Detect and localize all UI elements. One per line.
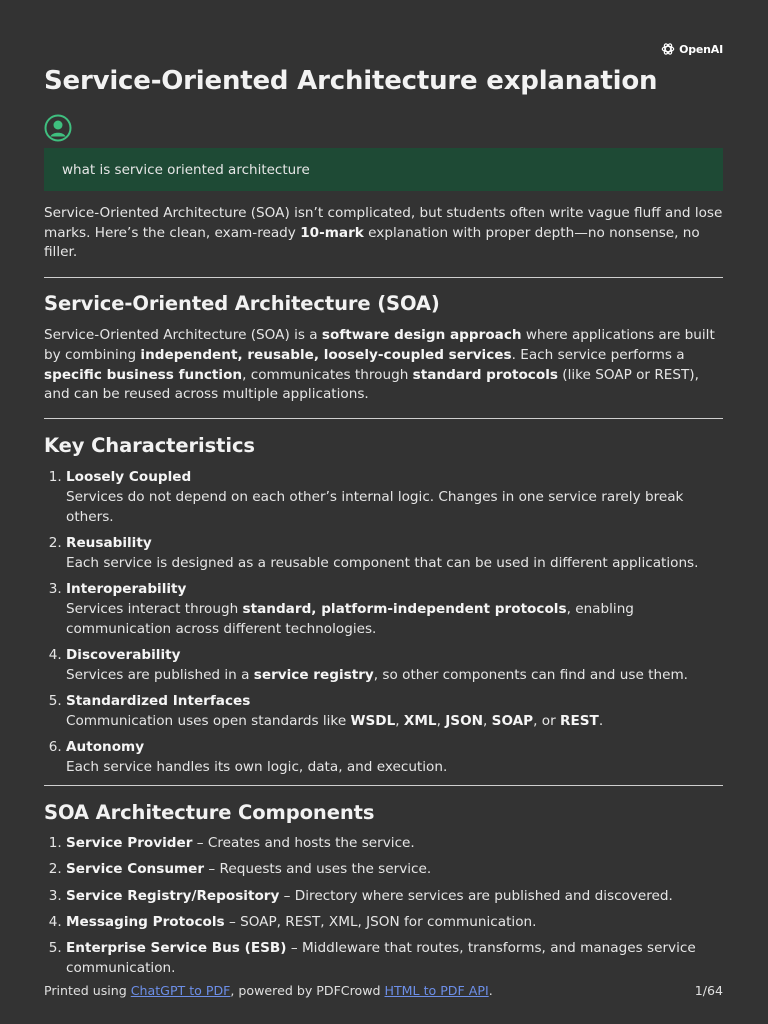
- divider: [44, 277, 723, 278]
- item-title: Interoperability: [66, 581, 187, 598]
- list-item: [66, 534, 723, 573]
- item-bold: XML: [403, 712, 437, 729]
- footer-text: , powered by PDFCrowd: [230, 983, 385, 998]
- intro-text: explanation with proper depth—no nonsense, no filler.: [44, 224, 700, 261]
- item-text: Services interact through: [66, 600, 243, 617]
- print-footer: [44, 983, 723, 998]
- divider: [44, 418, 723, 419]
- item-text: – Requests and uses the service.: [204, 861, 432, 878]
- user-prompt: [44, 148, 723, 191]
- item-title: Messaging Protocols: [66, 913, 225, 930]
- item-bold: JSON: [445, 712, 483, 729]
- list-item: [66, 860, 723, 880]
- intro-paragraph: [44, 204, 723, 263]
- soa-bold: specific business function: [44, 366, 243, 383]
- footer-text: Printed using: [44, 983, 131, 998]
- user-avatar-icon: [44, 114, 72, 142]
- footer-text: .: [488, 983, 493, 998]
- openai-logo-icon: [660, 41, 676, 57]
- soa-text: (like SOAP or REST), and can be reused across multiple applications.: [44, 366, 699, 403]
- soa-bold: software design approach: [321, 327, 522, 344]
- item-text: ,: [395, 712, 404, 729]
- item-text: .: [598, 712, 604, 729]
- soa-text: where applications are built by combining: [44, 327, 715, 363]
- item-text: – Creates and hosts the service.: [192, 835, 415, 852]
- soa-text: . Each service performs a: [511, 346, 685, 363]
- item-title: Service Consumer: [66, 861, 205, 878]
- response-content: [44, 204, 723, 985]
- item-text: – Middleware that routes, transforms, and manages service communication.: [66, 940, 696, 976]
- brand-logo: [660, 41, 723, 57]
- item-text: Each service handles its own logic, data, and execution.: [66, 759, 448, 776]
- item-text: – Directory where services are published and discovered.: [279, 887, 673, 904]
- item-bold: standard, platform-independent protocols: [242, 600, 567, 617]
- user-prompt-text: what is service oriented architecture: [62, 161, 310, 178]
- brand-label: OpenAI: [679, 42, 723, 56]
- section-heading-soa: Service-Oriented Architecture (SOA): [44, 291, 440, 315]
- item-text: ,: [483, 712, 492, 729]
- soa-bold: standard protocols: [412, 366, 558, 383]
- soa-text: Service-Oriented Architecture (SOA) is a: [44, 327, 322, 344]
- page-title: Service-Oriented Architecture explanation: [44, 66, 658, 96]
- section-heading-components: SOA Architecture Components: [44, 800, 375, 824]
- item-bold: REST: [560, 712, 599, 729]
- soa-text: , communicates through: [242, 366, 413, 383]
- divider: [44, 785, 723, 786]
- item-text: , so other components can find and use them.: [373, 666, 689, 683]
- list-item: [66, 580, 723, 639]
- item-bold: service registry: [253, 666, 374, 683]
- list-item: [66, 646, 723, 685]
- list-item: [66, 913, 723, 933]
- list-item: [66, 939, 723, 978]
- item-text: Services are published in a: [66, 666, 254, 683]
- soa-definition-paragraph: [44, 326, 723, 404]
- list-item: [66, 468, 723, 527]
- list-item: [66, 738, 723, 777]
- item-title: Autonomy: [66, 739, 145, 756]
- item-text: Communication uses open standards like: [66, 712, 351, 729]
- item-title: Service Provider: [66, 835, 193, 852]
- item-bold: WSDL: [350, 712, 396, 729]
- item-bold: SOAP: [491, 712, 534, 729]
- list-item: [66, 834, 723, 854]
- item-title: Reusability: [66, 535, 152, 552]
- item-text: Services do not depend on each other’s internal logic. Changes in one service rarely break others.: [66, 488, 684, 525]
- section-heading-key-characteristics: Key Characteristics: [44, 433, 255, 457]
- list-item: [66, 887, 723, 907]
- item-title: Service Registry/Repository: [66, 887, 280, 904]
- footer-credit: [44, 983, 493, 998]
- item-text: , or: [533, 712, 560, 729]
- components-list: [44, 834, 723, 978]
- page-number: 1/64: [694, 983, 723, 998]
- item-text: ,: [436, 712, 446, 729]
- html-to-pdf-api-link[interactable]: HTML to PDF API: [384, 983, 489, 998]
- key-characteristics-list: [44, 468, 723, 777]
- intro-text: Service-Oriented Architecture (SOA) isn’t complicated, but students often write vague fluff and lose marks. Here’s the clean, exam-ready: [44, 205, 723, 241]
- list-item: [66, 692, 723, 731]
- intro-bold: 10-mark: [300, 224, 364, 241]
- chatgpt-to-pdf-link[interactable]: ChatGPT to PDF: [130, 983, 231, 998]
- item-text: Each service is designed as a reusable component that can be used in different applications.: [66, 554, 699, 571]
- soa-bold: independent, reusable, loosely-coupled services: [140, 346, 512, 363]
- item-title: Enterprise Service Bus (ESB): [66, 940, 287, 956]
- item-title: Discoverability: [66, 647, 181, 664]
- item-text: – SOAP, REST, XML, JSON for communication.: [224, 913, 537, 930]
- item-text: , enabling communication across different technologies.: [66, 600, 634, 637]
- item-title: Standardized Interfaces: [66, 693, 251, 710]
- item-title: Loosely Coupled: [66, 469, 192, 486]
